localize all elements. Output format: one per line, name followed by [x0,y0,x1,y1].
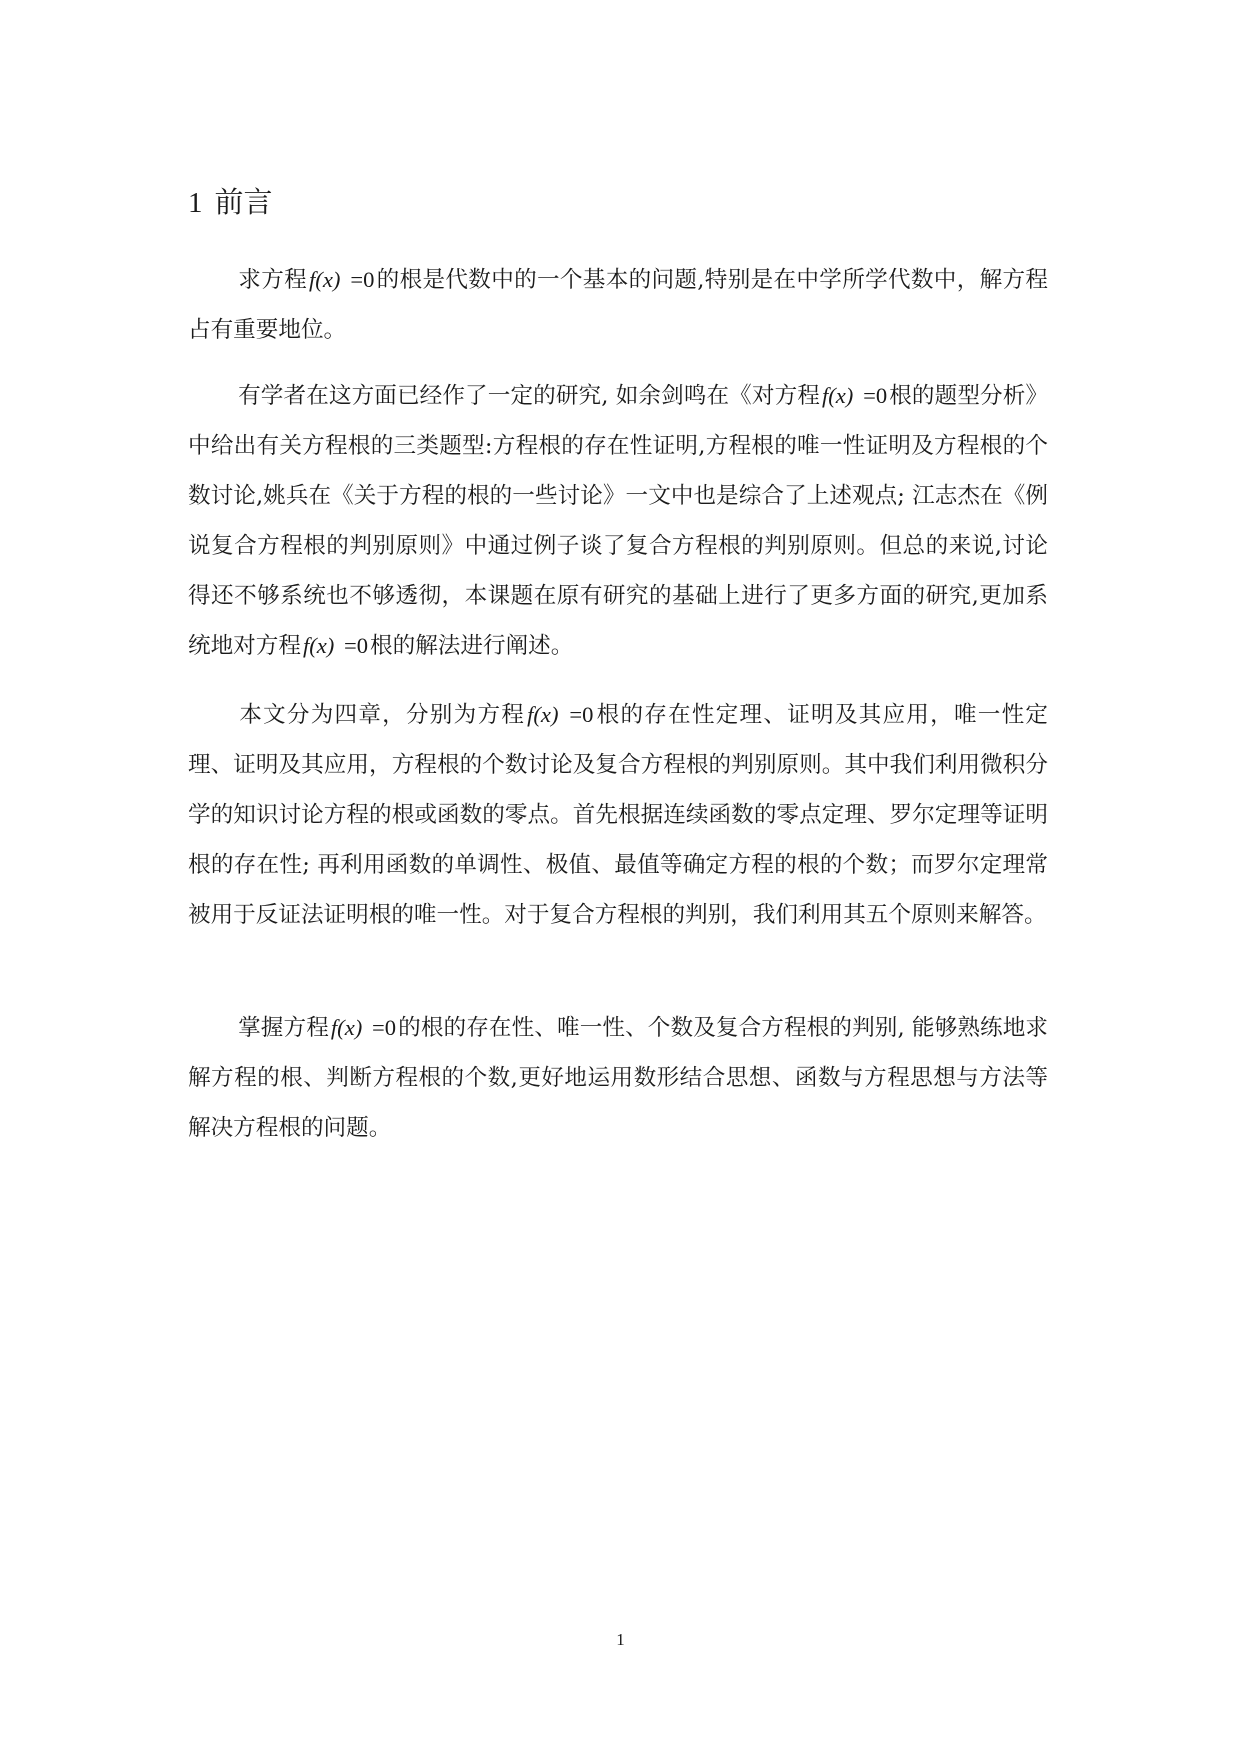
section-heading [188,182,273,223]
paragraph-2-text-a: 有学者在这方面已经作了一定的研究, 如余剑鸣在《对方程 [238,383,820,409]
equation-fx: f(x) [821,383,854,408]
equation-equals-zero: =0 [562,702,594,727]
paragraph-4-text-b: 的根的存在性、唯一性、个数及复合方程根的判别, 能够熟练地求解方程的根、判断方程根的个数,更好地运用数形结合思想、函数与方程思想与方法等解决方程根的问题。 [188,1015,1049,1141]
paragraph-3-text-a: 本文分为四章，分别为方程 [238,702,526,728]
section-title: 前言 [214,185,273,219]
paragraph-1-text-a: 求方程 [238,267,308,293]
equation-fx: f(x) [330,1015,363,1040]
equation-equals-zero: =0 [366,1015,397,1040]
page-number: 1 [616,1630,625,1649]
equation-equals-zero: =0 [857,383,888,408]
paragraph-1-text-b: 的根是代数中的一个基本的问题,特别是在中学所学代数中，解方程占有重要地位。 [188,267,1049,343]
paragraph-3 [188,690,1048,940]
equation-fx: f(x) [309,267,341,292]
equation-equals-zero: =0 [338,633,369,658]
equation-fx: f(x) [527,702,559,727]
paragraph-4 [188,1003,1048,1153]
equation-equals-zero: =0 [344,267,375,292]
section-number: 1 [188,187,203,219]
paragraph-2-text-c: 根的解法进行阐述。 [370,633,574,659]
equation-fx: f(x) [302,633,335,658]
paragraph-3-text-b: 根的存在性定理、证明及其应用，唯一性定理、证明及其应用，方程根的个数讨论及复合方程根的判别原则。其中我们利用微积分学的知识讨论方程的根或函数的零点。首先根据连续函数的零点定理、罗尔定理等证明根的存在性; 再利用函数的单调性、极值、最值等确定方程的根的个数；而罗尔定理常被用于反证法证明根的唯一性。对于复合方程根的判别，我们利用其五个原则来解答。 [188,702,1049,928]
paragraph-1 [188,255,1048,355]
paragraph-2-text-b: 根的题型分析》中给出有关方程根的三类题型:方程根的存在性证明,方程根的唯一性证明及方程根的个数讨论,姚兵在《关于方程的根的一些讨论》一文中也是综合了上述观点; 江志杰在《例说复合方程根的判别原则》中通过例子谈了复合方程根的判别原则。但总的来说,讨论得还不够系统也不够透彻，本课题在原有研究的基础上进行了更多方面的研究,更加系统地对方程 [188,383,1048,659]
paragraph-4-text-a: 掌握方程 [238,1015,329,1041]
paragraph-2 [188,371,1048,671]
